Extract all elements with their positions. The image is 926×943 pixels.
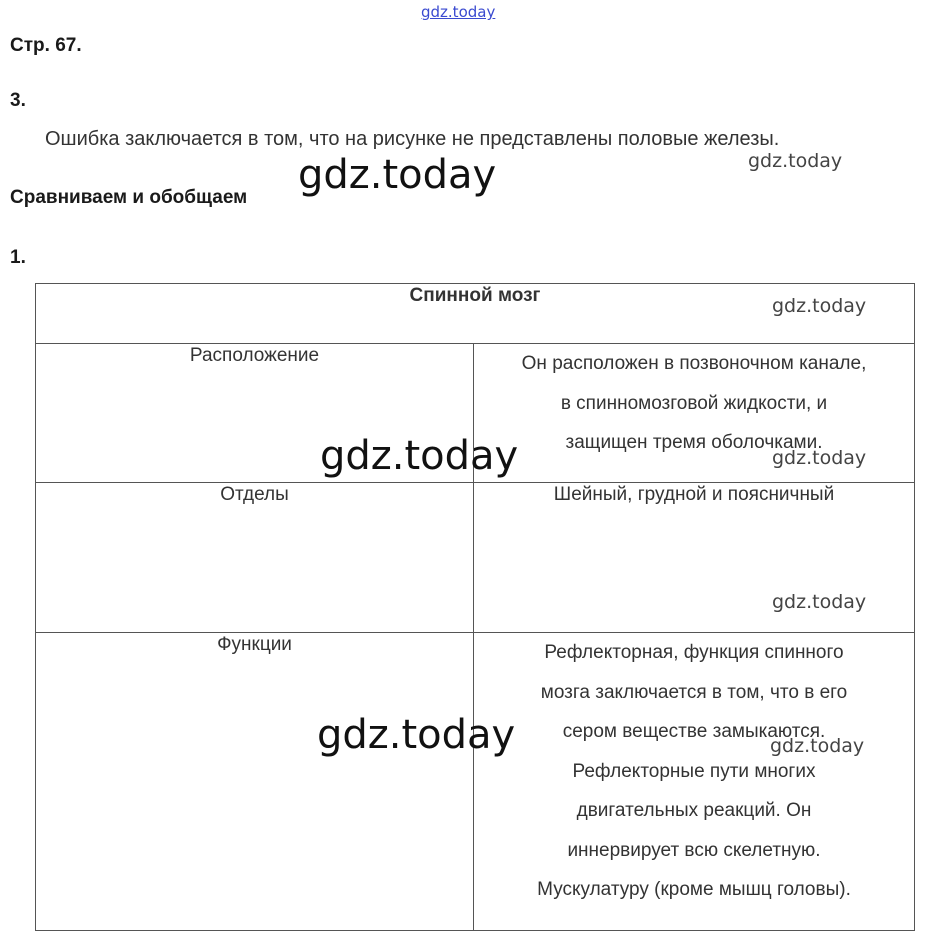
value-line: двигательных реакций. Он (576, 800, 812, 821)
page-label: Стр. 67. (10, 35, 82, 56)
watermark-large: gdz.today (317, 712, 516, 758)
table-title: Спинной мозг (36, 284, 915, 344)
value-line: в спинномозговой жидкости, и (560, 392, 828, 414)
value-line: защищен тремя оболочками. (565, 432, 823, 453)
watermark-small: gdz.today (772, 591, 867, 613)
row-label-sections: Отделы (36, 483, 474, 633)
value-line: Он расположен в позвоночном канале, (521, 353, 867, 374)
task-1-number: 1. (10, 247, 26, 268)
value-line: Мускулатуру (кроме мышц головы). (537, 879, 851, 900)
value-line: Рефлекторная, функция спинного (544, 642, 844, 663)
watermark-large: gdz.today (320, 433, 519, 479)
watermark-small: gdz.today (772, 295, 867, 317)
value-line: Рефлекторные пути многих (572, 760, 816, 782)
watermark-small: gdz.today (772, 447, 867, 469)
watermark-small: gdz.today (770, 735, 865, 757)
row-label-functions: Функции (36, 633, 474, 931)
watermark-small: gdz.today (748, 150, 843, 172)
table-row (36, 633, 915, 931)
value-line: сером веществе замыкаются. (562, 721, 826, 742)
row-label-location: Расположение (36, 344, 474, 483)
value-line: Шейный, грудной и поясничный (553, 484, 835, 505)
task-3-answer: Ошибка заключается в том, что на рисунке не представлены половые железы. (45, 128, 780, 150)
task-3-number: 3. (10, 90, 26, 111)
row-value-functions (474, 633, 915, 931)
watermark-large: gdz.today (298, 152, 497, 198)
value-line: мозга заключается в том, что в его (540, 681, 848, 703)
section-title: Сравниваем и обобщаем (10, 187, 248, 208)
value-line: иннервирует всю скелетную. (567, 839, 821, 861)
watermark-top: gdz.today (421, 3, 496, 21)
